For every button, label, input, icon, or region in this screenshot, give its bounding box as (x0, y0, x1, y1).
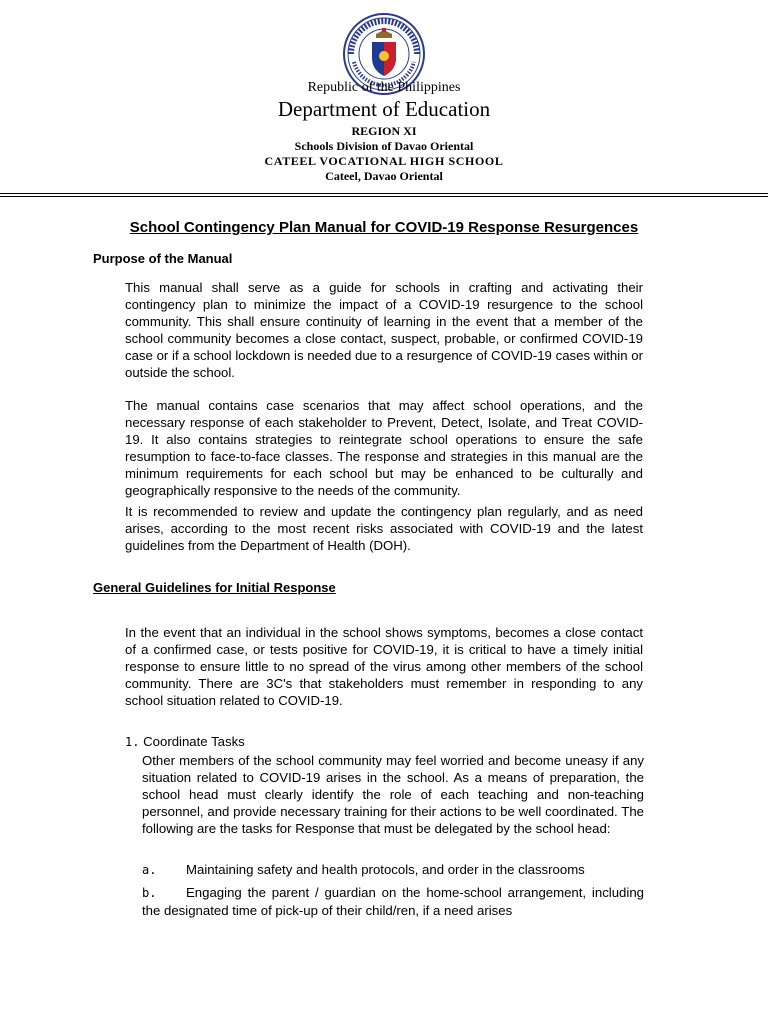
header-divider-top (0, 193, 768, 194)
sub-item-text: Engaging the parent / guardian on the home-school arrangement, including the designated time of pick-up of their child/ren, if a need arises (142, 885, 644, 918)
header-division: Schools Division of Davao Oriental (294, 139, 474, 153)
list-item-label: Coordinate Tasks (143, 734, 245, 749)
header-department: Department of Education (277, 97, 491, 121)
sub-item-marker: a. (142, 863, 157, 877)
section-heading-purpose: Purpose of the Manual (93, 251, 233, 266)
header-divider-bottom (0, 196, 768, 197)
list-item-coordinate-tasks (125, 734, 245, 749)
guidelines-intro-paragraph: In the event that an individual in the school shows symptoms, becomes a close contact of a confirmed case, or tests positive for COVID-19, it is critical to have a timely initial response to ensure little to no spread of the virus among other members of the school community. There are 3C's that stakeholders must remember in responding to any school situation related to COVID-19. (125, 625, 643, 708)
section-heading-guidelines: General Guidelines for Initial Response (93, 580, 336, 595)
document-title: School Contingency Plan Manual for COVID-19 Response Resurgences (129, 219, 639, 236)
coordinate-tasks-paragraph: Other members of the school community may feel worried and become uneasy if any situation related to COVID-19 arises in the school. As a means of preparation, the school head must clearly identify the role of each teaching and non-teaching personnel, and provide necessary training for their actions to be well coordinated. The following are the tasks for Response that must be delegated by the school head: (142, 753, 644, 836)
header-address: Cateel, Davao Oriental (325, 169, 443, 183)
list-marker: 1. (125, 735, 140, 749)
sub-item-marker: b. (142, 886, 157, 900)
purpose-paragraph-1: This manual shall serve as a guide for schools in crafting and activating their contingency plan to minimize the impact of a COVID-19 resurgence to the school community. This shall ensure continuity of learning in the event that a member of the school community becomes a close contact, suspect, probable, or confirmed COVID-19 case or if a school lockdown is needed due to a resurgence of COVID-19 cases within or outside the school. (125, 280, 643, 380)
sub-item-a (142, 861, 644, 879)
header-republic: Republic of the Philippines (307, 80, 461, 95)
sub-item-b (142, 884, 644, 919)
purpose-paragraph-3: It is recommended to review and update the contingency plan regularly, and as need arises, according to the most recent risks associated with COVID-19 and the latest guidelines from the Department of Health (DOH). (125, 504, 643, 553)
sub-item-text: Maintaining safety and health protocols, and order in the classrooms (186, 862, 585, 877)
header-region: REGION XI (351, 124, 417, 138)
purpose-paragraph-2: The manual contains case scenarios that may affect school operations, and the necessary response of each stakeholder to Prevent, Detect, Isolate, and Treat COVID-19. It also contains strategies to reintegrate school operations to ensure the safe resumption to face-to-face classes. The response and strategies in this manual are the minimum requirements for each school but may be enhanced to be culturally and geographically responsive to the needs of the community. (125, 398, 643, 498)
header-school: CATEEL VOCATIONAL HIGH SCHOOL (264, 154, 504, 168)
